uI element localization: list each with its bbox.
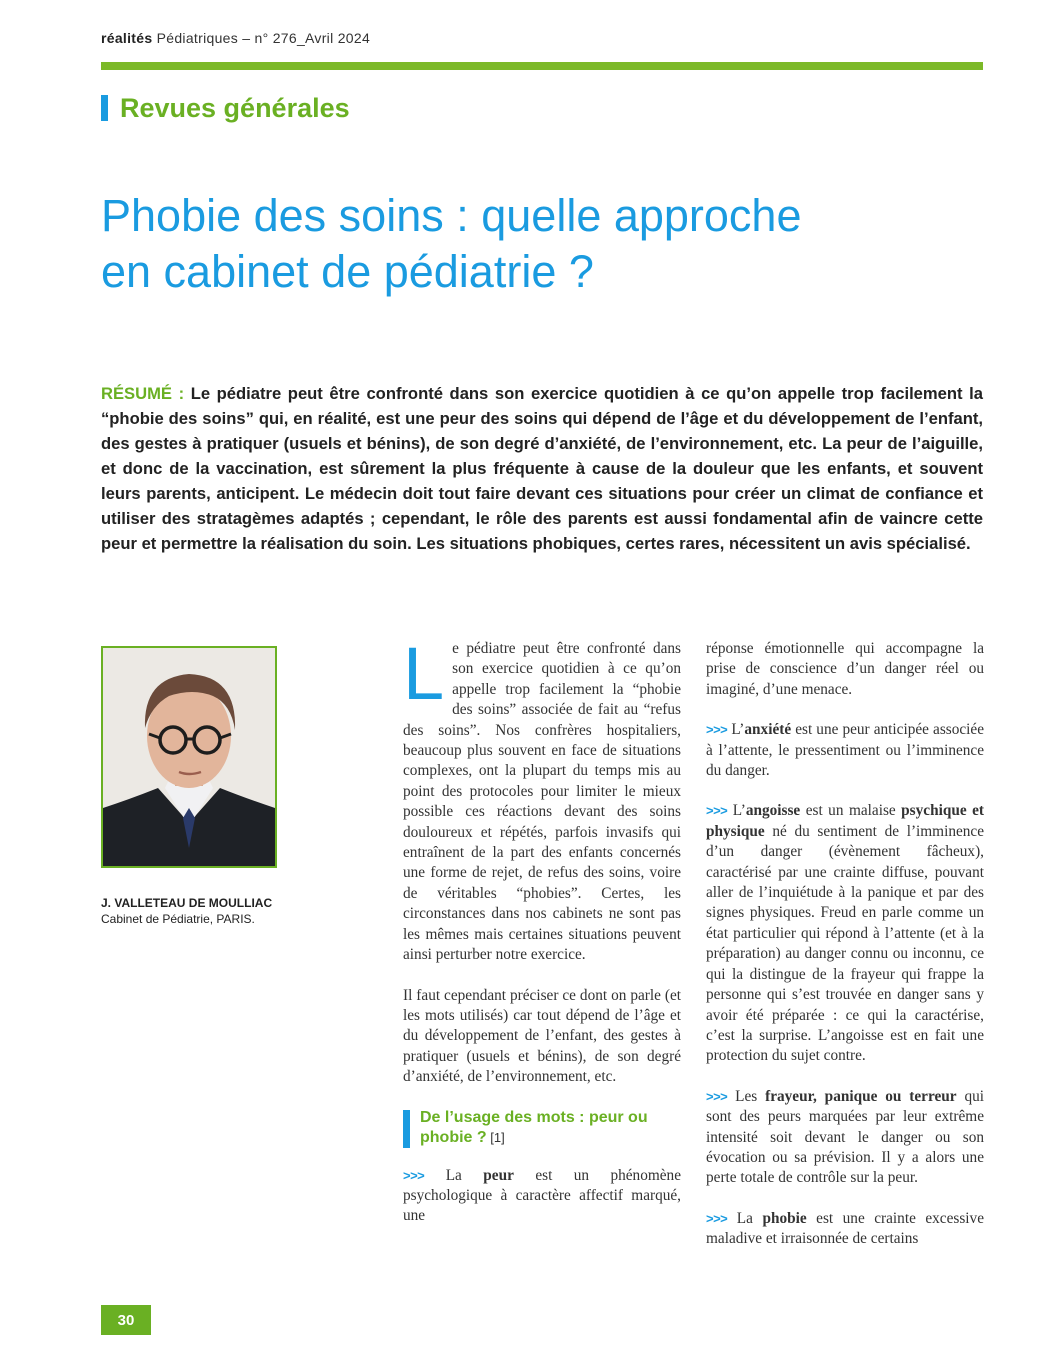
subheading-text: De l’usage des mots : peur ou phobie ? (420, 1108, 648, 1146)
definition-angoisse: >>> L’angoisse est un malaise psychique et physique né du sentiment de l’imminence d’un danger (évènement fâcheux), caractérisé par une crainte diffuse, pouvant aller de l’inquiétude à la panique et par des signes physiques. Freud en parle comme un état particulier qui répond à l’attente (et à la préparation) au danger connu ou inconnu, ce qui la distingue de la frayeur qui frappe la personne qui s’est trouvée en danger sans y avoir été préparée : ce qui la caractérise, c’est la surprise. L’angoisse est en fait une protection du sujet contre. (706, 802, 985, 1065)
header-rule (101, 62, 983, 70)
bullet-arrow: >>> (706, 1210, 728, 1226)
title-line-2: en cabinet de pédiatrie ? (101, 246, 594, 297)
running-header (101, 30, 370, 46)
abstract-text: Le pédiatre peut être confronté dans son exercice quotidien à ce qu’on appelle trop facilement la “phobie des soins” qui, en réalité, est une peur des soins qui dépend de l’âge et du développement de l’enfant, des gestes à pratiquer (usuels et bénins), de son degré d’anxiété, de l’environnement, etc. La peur de l’aiguille, et donc de la vaccination, est sûrement la plus fréquente à cause de la douleur que les enfants, et souvent leurs parents, anticipent. Le médecin doit tout faire devant ces situations pour créer un climat de confiance et utiliser des stratagèmes adaptés ; cependant, le rôle des parents est aussi fondamental afin de vaincre cette peur et permettre la réalisation du soin. Les situations phobiques, certes rares, nécessitent un avis spécialisé. (101, 384, 983, 553)
author-affiliation: Cabinet de Pédiatrie, PARIS. (101, 912, 255, 926)
author-photo (101, 646, 277, 868)
term-frayeur: frayeur, panique ou terreur (765, 1087, 957, 1105)
author-name: J. VALLETEAU DE MOULLIAC (101, 896, 273, 910)
bullet-arrow: >>> (706, 803, 728, 819)
bullet-arrow: >>> (403, 1167, 425, 1183)
author-credit (101, 895, 272, 927)
term-peur: peur (483, 1166, 514, 1184)
abstract (101, 381, 983, 556)
definition-phobie: >>> La phobie est une crainte excessive maladive et irraisonnée de certains (706, 1209, 984, 1248)
journal-brand: réalités (101, 30, 153, 46)
paragraph-definitions: Il faut cependant préciser ce dont on parle (et les mots utilisés) car tout dépend de l’âge et du développement de l’enfant, des gestes à pratiquer (usuels et bénins), de son degré d’anxiété, de l’environnement, etc. (403, 986, 681, 1086)
intro-text: e pédiatre peut être confronté dans son exercice quotidien à ce qu’on appelle trop facilement la “phobie des soins” associée de fait au “refus des soins”. Nos confrères hospitaliers, beaucoup plus souvent en face de situations complexes, ont la plupart du temps mis au point des protocoles pour limiter le mieux possible ces réactions devant des soins douloureux et répétés, parfois invasifs qui entraînent de la part des enfants concernés une forme de rejet, de refus des soins, voire de véritables “phobies”. Certes, les circonstances dans nos cabinets ne sont pas les mêmes mais certaines situations peuvent ainsi perturber notre exercice. (403, 640, 681, 964)
abstract-label: RÉSUMÉ : (101, 384, 191, 403)
bullet-arrow: >>> (706, 722, 728, 738)
section-label: Revues générales (120, 92, 350, 123)
term-angoisse: angoisse (745, 802, 801, 820)
bullet-arrow: >>> (706, 1088, 728, 1104)
journal-issue: Pédiatriques – n° 276_Avril 2024 (152, 30, 371, 46)
definition-peur-continued: réponse émotionnelle qui accompagne la prise de conscience d’un danger réel ou imaginé, d’une menace. (706, 640, 984, 698)
term-phobie: phobie (762, 1209, 807, 1227)
subheading-usage-des-mots (403, 1108, 681, 1148)
subheading-reference: [1] (486, 1129, 505, 1145)
definition-anxiete: >>> L’anxiété est une peur anticipée associée à l’attente, le pressentiment ou l’imminence du danger. (706, 721, 984, 780)
intro-paragraph (403, 632, 681, 966)
definition-frayeur: >>> Les frayeur, panique ou terreur qui sont des peurs marquées par leur extrême intensité soit devant le danger ou son évocation ou sa prévision. Il y a alors une perte totale de contrôle sur la peur. (706, 1087, 984, 1187)
author-portrait-image (103, 648, 275, 866)
term-psychique-physique: psychique et physique (706, 802, 985, 840)
article-title (101, 188, 961, 300)
term-anxiete: anxiété (744, 721, 792, 739)
section-heading (101, 92, 350, 124)
drop-cap: L (403, 632, 445, 715)
body-column-1 (403, 632, 681, 1247)
body-column-2 (706, 639, 984, 1270)
definition-peur: >>> La peur est un phénomène psychologique à caractère affectif marqué, une (403, 1166, 681, 1225)
section-bar (101, 95, 108, 121)
title-line-1: Phobie des soins : quelle approche (101, 190, 802, 241)
page-number: 30 (101, 1305, 151, 1335)
